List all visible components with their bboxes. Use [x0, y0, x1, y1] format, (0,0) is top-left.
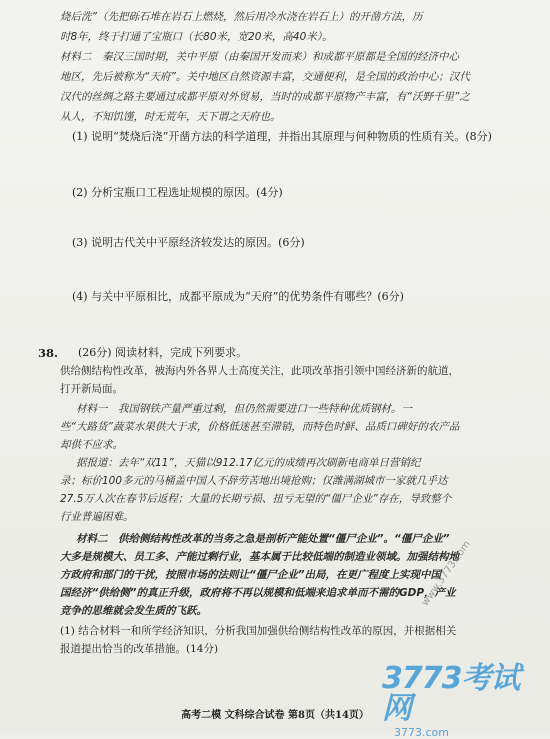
question-38-1: (1) 结合材料一和所学经济知识，分析我国加强供给侧结构性改革的原因，并根据相关: [60, 625, 457, 637]
question-37-3: (3) 说明古代关中平原经济较发达的原因。(6分): [72, 236, 305, 249]
material-2-line: 方政府和部门的干扰，按照市场的法则让“僵尸企业”出局，在更广程度上实现中国: [60, 569, 442, 581]
logo-url: 3773.com: [394, 726, 449, 739]
material-1-line: 27.5万人次在春节后返程；大量的长期亏损、扭亏无望的“僵尸企业”存在，导致整个: [60, 493, 452, 505]
question-38-number: 38.: [38, 346, 59, 360]
question-38-head: (26分) 阅读材料，完成下列要求。: [78, 346, 248, 359]
text-line: 地区，先后被称为“天府”。关中地区自然资源丰富，交通便利，是全国的政治中心；汉代: [60, 71, 470, 83]
material-1-line: 行业普遍困难。: [60, 511, 134, 523]
intro-line: 打开新局面。: [60, 383, 123, 395]
text-line: 从人，不知饥馑，时无荒年，天下谓之天府也。: [60, 111, 281, 123]
material-1-line: 材料一 我国钢铁产量严重过剩，但仍然需要进口一些特种优质钢材。一: [76, 403, 412, 415]
material-1-line: 据报道：去年“双11”，天猫以912.17亿元的成绩再次刷新电商单日营销纪: [76, 457, 421, 469]
logo-brand: 3773考试网: [382, 661, 520, 726]
material-1-line: 却供不应求。: [60, 439, 123, 451]
question-37-1: (1) 说明“焚烧后浇”开凿方法的科学道理，并指出其原理与何种物质的性质有关。(8分): [72, 130, 492, 143]
page-footer: 高考二模 文科综合试卷 第8页（共14页）: [181, 710, 369, 721]
watermark: www.3773.com: [419, 538, 473, 609]
text-line: 材料二 秦汉三国时期，关中平原（由秦国开发而来）和成都平原都是全国的经济中心: [60, 51, 459, 63]
material-2-line: 竞争的思维就会发生质的飞跃。: [60, 605, 207, 617]
material-2-line: 大多是规模大、员工多、产能过剩行业，基本属于比较低端的制造业领域。加强结构地: [60, 551, 459, 563]
material-1-line: 些“大路货”蔬菜水果供大于求，价格低迷甚至滞销，而特色时鲜、品质口碑好的农产品: [60, 421, 460, 433]
intro-line: 供给侧结构性改革，被海内外各界人士高度关注，此项改革指引领中国经济新的航道，: [60, 365, 459, 377]
text-line: 时8年，终于打通了宝瓶口（长80米，宽20米，高40米）。: [60, 31, 333, 43]
material-1-line: 录；标价100多元的马桶盖中国人不辞劳苦地出境抢购；仅潍满湖城市一家就几乎达: [60, 475, 448, 487]
question-37-2: (2) 分析宝瓶口工程选址规模的原因。(4分): [72, 186, 283, 199]
material-2-line: 材料二 供给侧结构性改革的当务之急是剖析产能处置“僵尸企业”。“僵尸企业”: [76, 533, 450, 545]
question-37-4: (4) 与关中平原相比，成都平原成为“天府”的优势条件有哪些？(6分): [72, 290, 404, 303]
text-line: 烧后洗”（先把砾石堆在岩石上燃烧，然后用冷水浇在岩石上）的开凿方法，历: [60, 11, 423, 23]
material-2-line: 国经济“供给侧”的真正升级，政府将不再以规模和低端来追求单而不需的GDP，产业: [60, 587, 456, 599]
question-38-1: 报道提出恰当的改革措施。(14分): [60, 643, 219, 655]
text-line: 汉代的丝绸之路主要通过成都平原对外贸易，当时的成都平原物产丰富，有“沃野千里”之: [60, 91, 470, 103]
